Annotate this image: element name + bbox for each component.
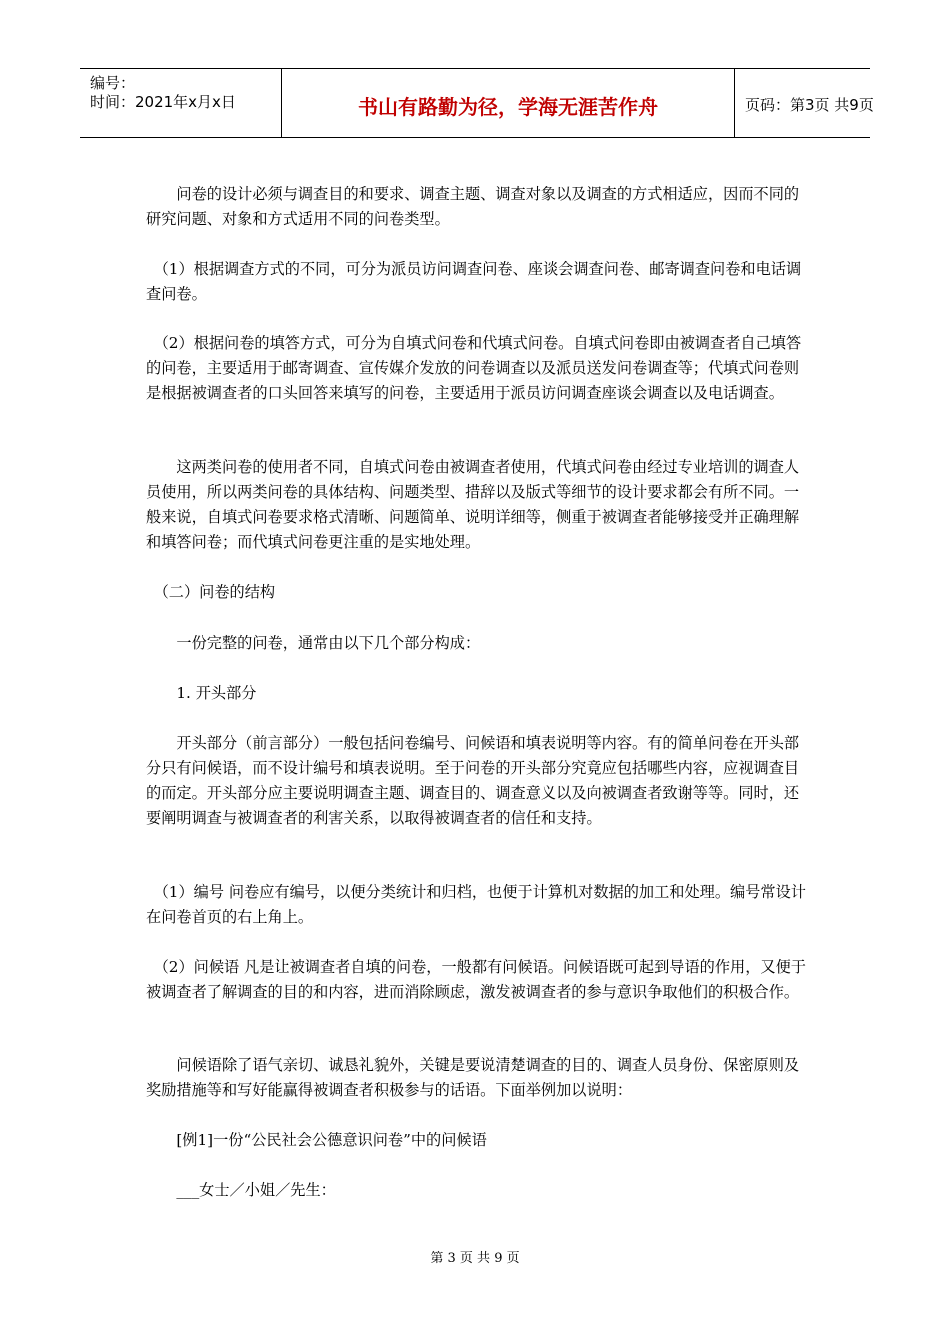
subsection-heading: 1. 开头部分	[146, 684, 257, 702]
paragraph: （1）编号 问卷应有编号，以便分类统计和归档，也便于计算机对数据的加工和处理。编号常设计在问卷首页的右上角上。	[146, 883, 806, 926]
paragraph: （1）根据调查方式的不同，可分为派员访问调查问卷、座谈会调查问卷、邮寄调查问卷和电话调查问卷。	[146, 260, 802, 303]
header-center-cell	[281, 69, 735, 137]
paragraph: 开头部分（前言部分）一般包括问卷编号、问候语和填表说明等内容。有的简单问卷在开头部分只有问候语，而不设计编号和填表说明。至于问卷的开头部分究竟应包括哪些内容，应视调查目的而定。开头部分应主要说明调查主题、调查目的、调查意义以及向被调查者致谢等等。同时，还要阐明调查与被调查者的利害关系，以取得被调查者的信任和支持。	[146, 734, 800, 827]
page-footer: 第 3 页 共 9 页	[430, 1251, 520, 1266]
paragraph: 这两类问卷的使用者不同，自填式问卷由被调查者使用，代填式问卷由经过专业培训的调查人员使用，所以两类问卷的具体结构、问题类型、措辞以及版式等细节的设计要求都会有所不同。一般来说，自填式问卷要求格式清晰、问题简单、说明详细等，侧重于被调查者能够接受并正确理解和填答问卷；而代填式问卷更注重的是实地处理。	[146, 458, 800, 551]
paragraph: （2）根据问卷的填答方式，可分为自填式问卷和代填式问卷。自填式问卷即由被调查者自己填答的问卷，主要适用于邮寄调查、宣传媒介发放的问卷调查以及派员送发问卷调查等；代填式问卷则是根据被调查者的口头回答来填写的问卷，主要适用于派员访问调查座谈会调查以及电话调查。	[146, 334, 802, 402]
paragraph: 问候语除了语气亲切、诚恳礼貌外，关键是要说清楚调查的目的、调查人员身份、保密原则及奖励措施等和写好能赢得被调查者积极参与的话语。下面举例加以说明：	[146, 1056, 800, 1099]
paragraph: 一份完整的问卷，通常由以下几个部分构成：	[146, 634, 481, 652]
paragraph: （2）问候语 凡是让被调查者自填的问卷，一般都有问候语。问候语既可起到导语的作用，又便于被调查者了解调查的目的和内容，进而消除顾虑，激发被调查者的参与意识争取他们的积极合作。	[146, 958, 806, 1001]
document-id-label: 编号：	[90, 74, 136, 92]
header-page-info: 页码：第3页 共9页	[745, 96, 874, 114]
header-right-cell	[735, 69, 874, 137]
header-left-cell	[80, 69, 280, 137]
example-heading: [例1]一份“公民社会公德意识问卷”中的问候语	[146, 1131, 487, 1149]
document-date: 时间：2021年x月x日	[90, 93, 236, 111]
paragraph: 问卷的设计必须与调查目的和要求、调查主题、调查对象以及调查的方式相适应，因而不同的研究问题、对象和方式适用不同的问卷类型。	[146, 185, 800, 228]
header-motto: 书山有路勤为径，学海无涯苦作舟	[358, 95, 658, 119]
section-heading: （二）问卷的结构	[146, 583, 276, 601]
page-header	[80, 68, 874, 138]
salutation: ___女士／小姐／先生：	[146, 1181, 336, 1199]
